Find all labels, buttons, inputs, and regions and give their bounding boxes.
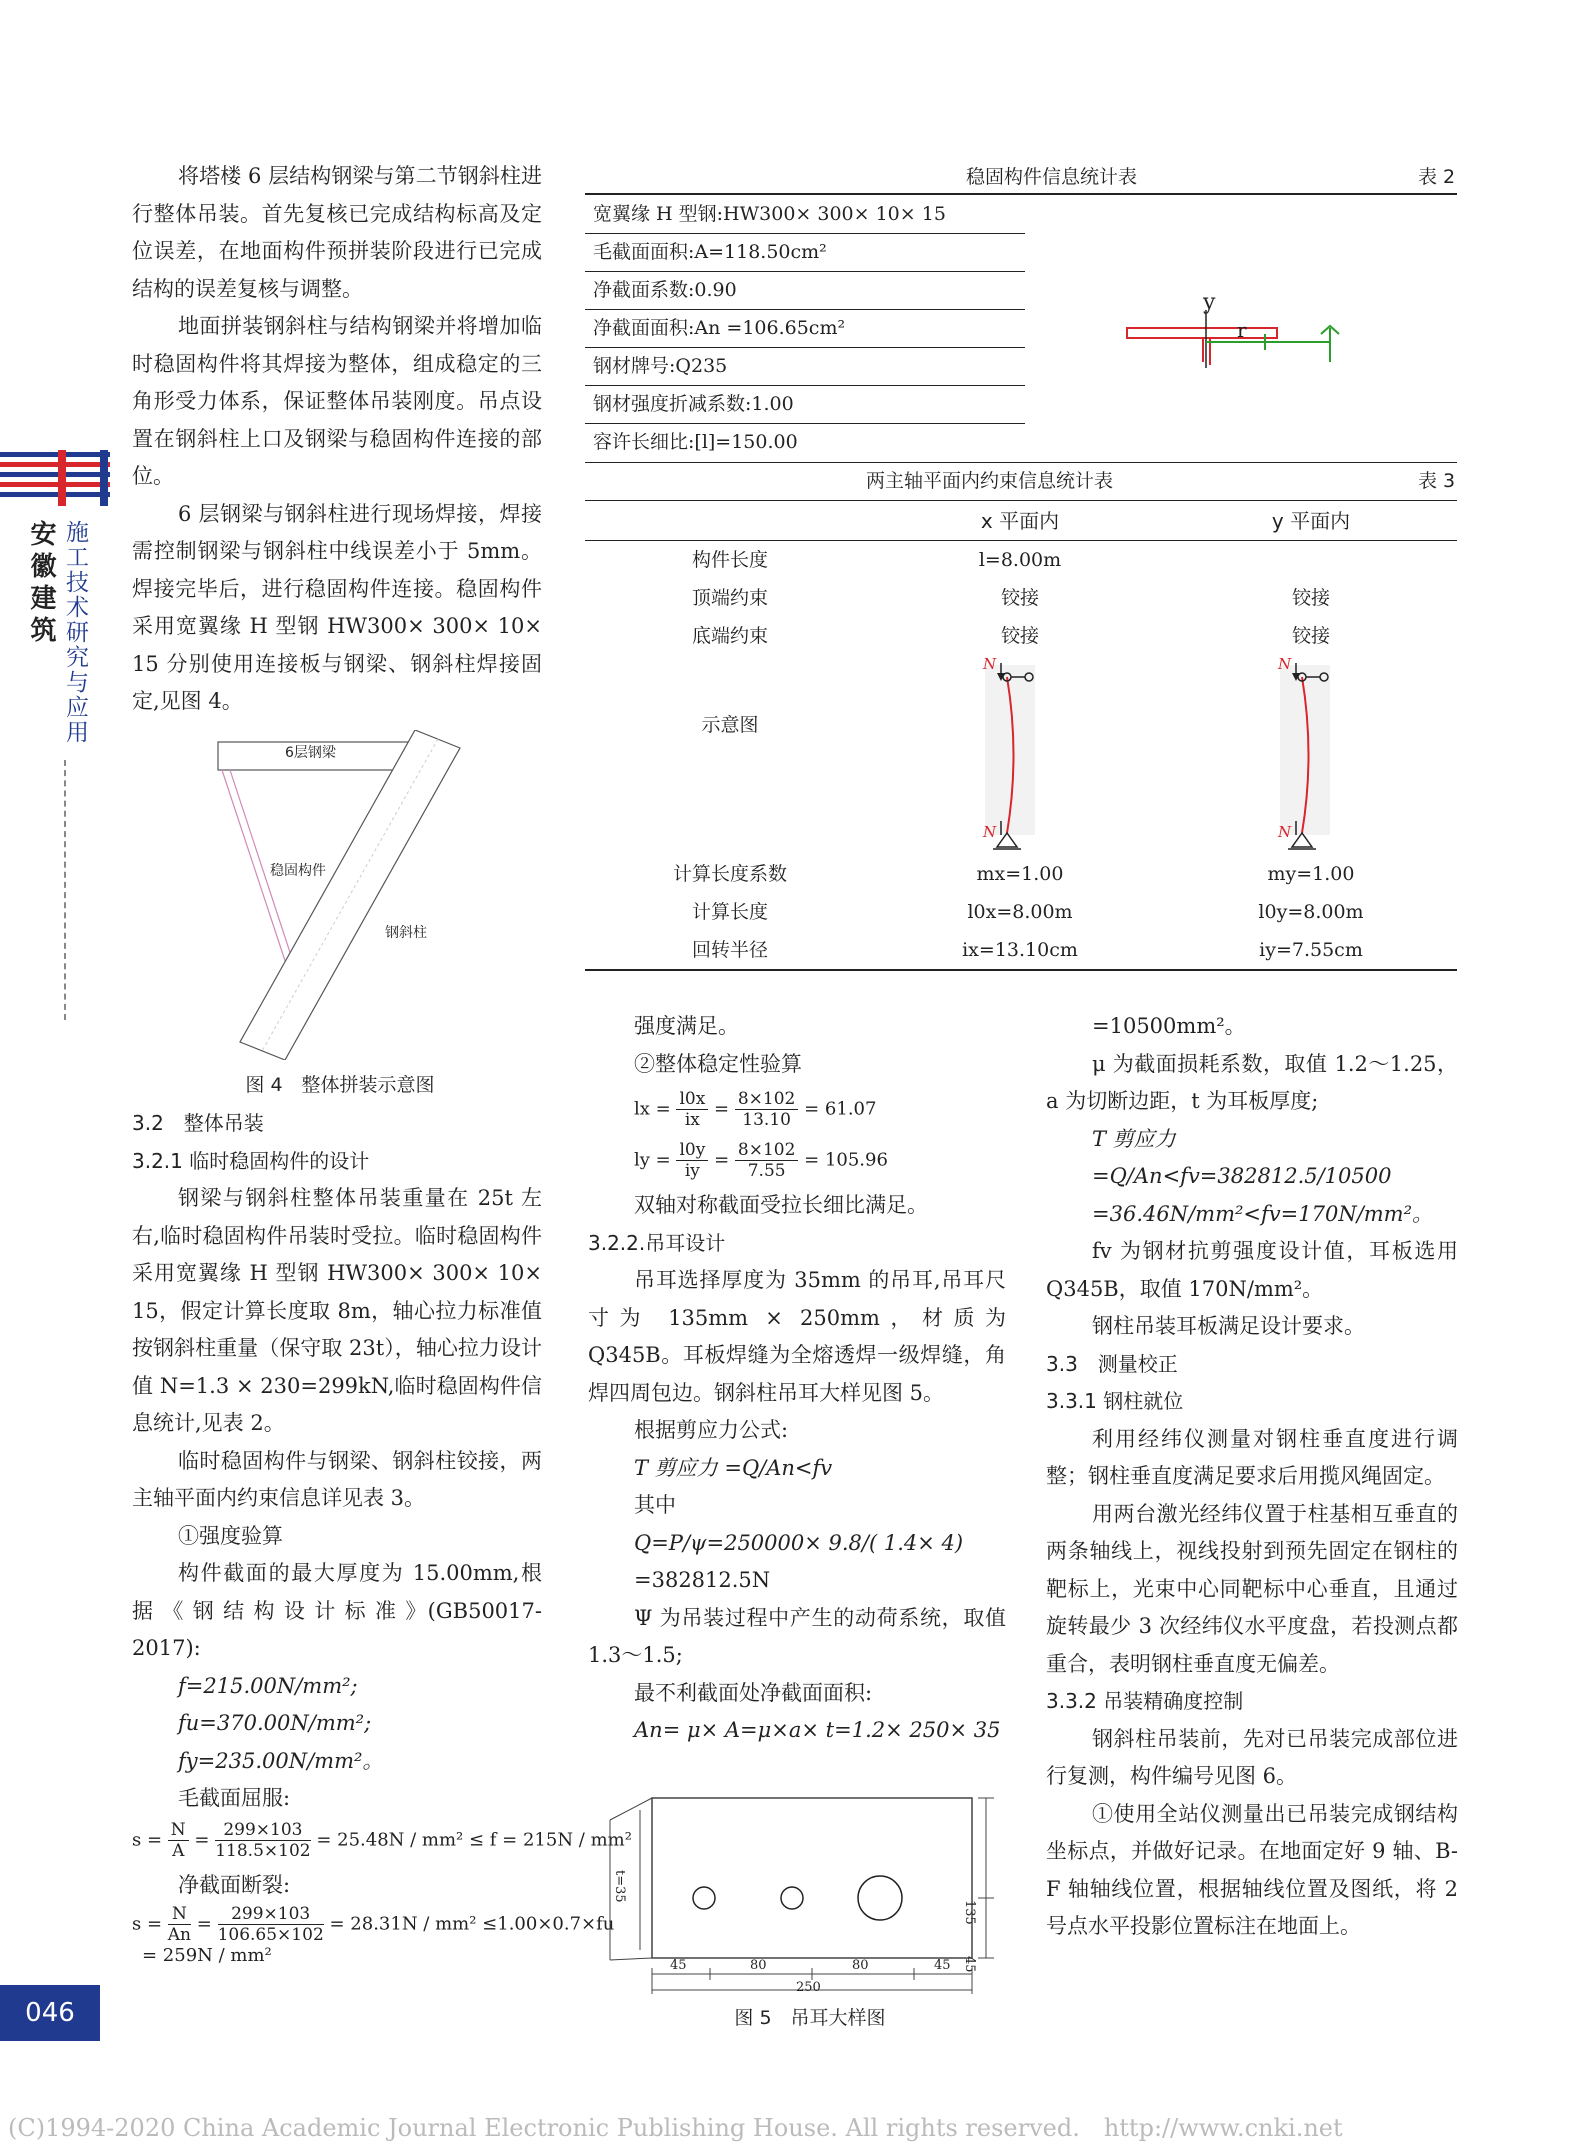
- fig5-h135: 135: [962, 1900, 977, 1925]
- table3-title: 两主轴平面内约束信息统计表: [866, 470, 1114, 492]
- subsection-heading: 3.3.2 吊装精确度控制: [1046, 1689, 1244, 1713]
- paragraph: 钢梁与钢斜柱整体吊装重量在 25t 左右,临时稳固构件吊装时受拉。临时稳固构件采用宽翼缘 H 型钢 HW300× 300× 10× 15，假定计算长度取 8m，轴心拉力标准值按钢斜柱重量（保守取 23t），轴心拉力设计值 N=1.3 × 230=299kN,临时稳固构件信息统计,见表 2。: [132, 1186, 542, 1435]
- equation-ly: ly = $\frac{l0y}{iy}$ = $\frac{8\times 102}{7.55}$ = 105.96: [634, 1140, 888, 1181]
- formula: =36.46N/mm²<fv=170N/mm²。: [1092, 1201, 1434, 1226]
- paragraph: 用两台激光经纬仪置于柱基相互垂直的两条轴线上，视线投射到预先固定在钢柱的靶标上，光束中心同靶标中心垂直，且通过旋转最少 3 次经纬仪水平度盘，若投测点都重合，表明钢柱垂直度无偏差。: [1046, 1501, 1458, 1676]
- paragraph: 吊耳选择厚度为 35mm 的吊耳,吊耳尺寸为 135mm × 250mm，材质为 Q345B。耳板焊缝为全熔透焊一级焊缝，角焊四周包边。钢斜柱吊耳大样见图 5。: [588, 1268, 1006, 1405]
- fig5-dim: 45: [670, 1958, 687, 1973]
- table2-topline: [585, 193, 1457, 195]
- table2-row: 钢材强度折减系数:1.00: [585, 386, 1025, 424]
- fig5-t-label: t=35: [612, 1870, 627, 1903]
- subsection-heading: 3.3.1 钢柱就位: [1046, 1389, 1184, 1413]
- n-label: N: [1278, 655, 1292, 673]
- paragraph: 6 层钢梁与钢斜柱进行现场焊接，焊接需控制钢梁与钢斜柱中线误差小于 5mm。焊接完毕后，进行稳固构件连接。稳固构件采用宽翼缘 H 型钢 HW300× 300× 10× 15 分别使用连接板与钢梁、钢斜柱焊接固定,见图 4。: [132, 501, 542, 713]
- table2-row: 容许长细比:[l]=150.00: [593, 431, 798, 453]
- fig4-brace-label: 稳固构件: [270, 863, 326, 879]
- table3-header: y 平面内: [1271, 509, 1351, 533]
- sidebar-logo: [0, 450, 110, 506]
- page-number: 046: [0, 1985, 100, 2041]
- table3-cell: my=1.00: [1267, 863, 1355, 885]
- table3-cell: 铰接: [1291, 625, 1330, 647]
- table3-cell: l0y=8.00m: [1258, 901, 1364, 923]
- table3-cell: 铰接: [1000, 625, 1039, 647]
- table3-line-top: [585, 462, 1457, 463]
- formula: 其中: [634, 1493, 676, 1517]
- table3: [585, 502, 1457, 971]
- figure-5: [600, 1790, 1000, 2000]
- formula: T 剪应力 =Q/An<fv=382812.5/10500: [1092, 1126, 1392, 1188]
- step-heading: 毛截面屈服:: [178, 1786, 291, 1810]
- table3-cell: 构件长度: [691, 549, 768, 571]
- table3-cell: 铰接: [1000, 587, 1039, 609]
- fig5-dim: 80: [852, 1958, 869, 1973]
- axis-r-label: r: [1237, 318, 1247, 342]
- table3-header: x 平面内: [980, 509, 1060, 533]
- formula: f=215.00N/mm²;: [178, 1673, 358, 1698]
- column-sketch-x: [875, 655, 1165, 855]
- table3-cell: 顶端约束: [691, 587, 768, 609]
- table3-cell: mx=1.00: [976, 863, 1064, 885]
- fig5-h45: 45: [962, 1956, 977, 1973]
- table3-cell: l0x=8.00m: [967, 901, 1073, 923]
- table3-header: [585, 502, 875, 540]
- equation-gross-yield: s = $\frac{N}{A}$ = $\frac{299\times 103}{118.5\times 102}$ = 25.48N / mm² ≤ f = 215N / mm²: [132, 1819, 632, 1861]
- table3-line-head: [585, 500, 1457, 501]
- paragraph: 将塔楼 6 层结构钢梁与第二节钢斜柱进行整体吊装。首先复核已完成结构标高及定位误差，在地面构件预拼装阶段进行已完成结构的误差复核与调整。: [132, 164, 542, 301]
- formula: T 剪应力 =Q/An<fv: [634, 1455, 833, 1480]
- n-label: N: [1278, 823, 1292, 841]
- formula: Q=P/ψ=250000× 9.8/( 1.4× 4): [634, 1530, 964, 1555]
- sidebar-topic: 施工技术研究与应用: [62, 520, 88, 745]
- table3-cell: 铰接: [1291, 587, 1330, 609]
- paragraph: μ 为截面损耗系数，取值 1.2～1.25，a 为切断边距，t 为耳板厚度;: [1046, 1051, 1458, 1113]
- section-heading: 3.3 测量校正: [1046, 1351, 1178, 1376]
- table2-row: 宽翼缘 H 型钢:HW300× 300× 10× 15: [585, 196, 1025, 234]
- right-column: [1046, 1008, 1458, 1946]
- section-heading: 3.2 整体吊装: [132, 1111, 264, 1135]
- table2-row: 钢材牌号:Q235: [585, 348, 1025, 386]
- fig4-beam-label: 6层钢梁: [285, 745, 336, 761]
- table3-cell: 回转半径: [691, 939, 768, 961]
- n-label: N: [983, 655, 997, 673]
- table3-cell: 计算长度: [691, 901, 768, 923]
- table3-cell: 示意图: [701, 714, 759, 736]
- table2-row: 净截面系数:0.90: [585, 272, 1025, 310]
- middle-column: [588, 1008, 1006, 1750]
- paragraph: ①使用全站仪测量出已吊装完成钢结构坐标点，并做好记录。在地面定好 9 轴、B- F 轴轴线位置，根据轴线位置及图纸，将 2 号点水平投影位置标注在地面上。: [1046, 1801, 1458, 1938]
- table3-number: 表 3: [1418, 470, 1456, 492]
- formula: An= μ× A=μ×a× t=1.2× 250× 35: [634, 1718, 1001, 1742]
- formula: fy=235.00N/mm²。: [178, 1748, 384, 1773]
- paragraph: 利用经纬仪测量对钢柱垂直度进行调整；钢柱垂直度满足要求后用揽风绳固定。: [1046, 1426, 1458, 1488]
- table2-section-sketch: [1125, 290, 1355, 370]
- table2-number: 表 2: [1418, 166, 1456, 188]
- table3-cell: [1165, 541, 1457, 579]
- table2-row: 净截面面积:An =106.65cm²: [585, 310, 1025, 348]
- column-sketch-y: [1165, 655, 1457, 855]
- fig5-total: 250: [796, 1980, 821, 1995]
- fig5-dim: 80: [750, 1958, 767, 1973]
- figure-4: [210, 730, 480, 1060]
- table2: [585, 196, 1025, 461]
- fig4-caption: 图 4 整体拼装示意图: [245, 1074, 435, 1096]
- fig5-dim: 45: [934, 1958, 951, 1973]
- table3-cell: iy=7.55cm: [1259, 939, 1363, 961]
- table3-cell: 底端约束: [691, 625, 768, 647]
- equation-lx: lx = $\frac{l0x}{ix}$ = $\frac{8\times 102}{13.10}$ = 61.07: [634, 1089, 877, 1130]
- axis-y-label: y: [1203, 290, 1216, 315]
- step-heading: ①强度验算: [178, 1523, 283, 1548]
- paragraph: fv 为钢材抗剪强度设计值，耳板选用 Q345B，取值 170N/mm²。: [1046, 1239, 1458, 1301]
- paragraph: 构件截面的最大厚度为 15.00mm,根 据 《 钢 结 构 设 计 标 准 》(GB50017- 2017):: [132, 1561, 542, 1660]
- sidebar-dash: [64, 760, 66, 1020]
- step-heading: ②整体稳定性验算: [634, 1051, 802, 1076]
- paragraph: Ψ 为吊装过程中产生的动荷系统，取值 1.3～1.5;: [588, 1605, 1006, 1667]
- paragraph: 地面拼装钢斜柱与结构钢梁并将增加临时稳固构件将其焊接为整体，组成稳定的三角形受力体系，保证整体吊装刚度。吊点设置在钢斜柱上口及钢梁与稳固构件连接的部位。: [132, 314, 542, 488]
- table3-cell: ix=13.10cm: [962, 939, 1078, 961]
- equation-net-fracture: s = $\frac{N}{An}$ = $\frac{299\times 103}{106.65\times 102}$ = 28.31N / mm² ≤1.00×0.7×fu = 259N / mm²: [132, 1904, 615, 1966]
- table2-title: 稳固构件信息统计表: [966, 166, 1138, 188]
- table2-row: 毛截面面积:A=118.50cm²: [585, 234, 1025, 272]
- table3-cell: 计算长度系数: [672, 863, 787, 885]
- sidebar-journal: 安徽建筑: [26, 520, 56, 648]
- fig5-caption: 图 5 吊耳大样图: [734, 2007, 886, 2029]
- paragraph: 根据剪应力公式:: [634, 1418, 789, 1442]
- paragraph: 钢柱吊装耳板满足设计要求。: [1092, 1314, 1365, 1338]
- left-column: [132, 158, 542, 721]
- paragraph: 强度满足。: [634, 1014, 739, 1038]
- paragraph: 双轴对称截面受拉长细比满足。: [634, 1193, 928, 1217]
- formula: fu=370.00N/mm²;: [178, 1711, 372, 1735]
- step-heading: 净截面断裂:: [178, 1872, 291, 1897]
- table3-cell: l=8.00m: [978, 549, 1062, 571]
- formula: =10500mm²。: [1092, 1014, 1246, 1038]
- paragraph: 临时稳固构件与钢梁、钢斜柱铰接，两主轴平面内约束信息详见表 3。: [132, 1448, 542, 1510]
- paragraph: 最不利截面处净截面面积:: [634, 1680, 873, 1705]
- paragraph: 钢斜柱吊装前，先对已吊装完成部位进行复测，构件编号见图 6。: [1046, 1726, 1458, 1788]
- subsection-heading: 3.2.1 临时稳固构件的设计: [132, 1148, 370, 1173]
- subsection-heading: 3.2.2.吊耳设计: [588, 1230, 726, 1255]
- n-label: N: [983, 823, 997, 841]
- formula: =382812.5N: [634, 1568, 771, 1592]
- fig4-column-label: 钢斜柱: [385, 925, 427, 941]
- copyright-footer: (C)1994-2020 China Academic Journal Electronic Publishing House. All rights reserved. http://www.cnki.net: [8, 2114, 1343, 2142]
